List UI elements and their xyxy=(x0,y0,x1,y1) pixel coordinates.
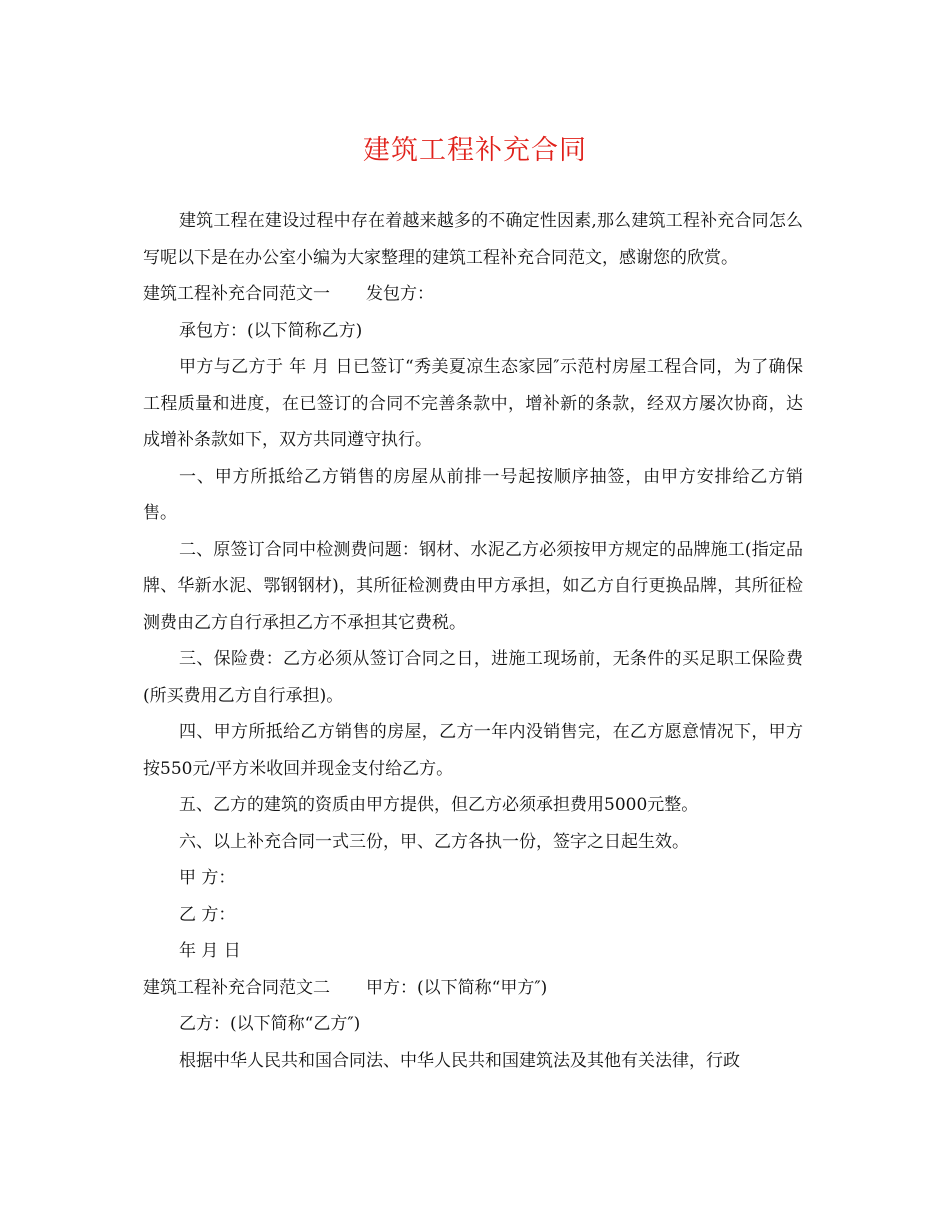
signature-date: 年 月 日 xyxy=(179,941,241,961)
sample1-heading-line xyxy=(143,276,803,313)
sample1-party-b: 承包方：(以下简称乙方) xyxy=(179,320,363,341)
document-title: 建筑工程补充合同 xyxy=(363,135,587,166)
sample1-heading: 建筑工程补充合同范文一 xyxy=(143,284,330,304)
sample2-heading: 建筑工程补充合同范文二 xyxy=(143,977,330,998)
sample2-party-b: 乙方：(以下简称“乙方″) xyxy=(179,1014,361,1034)
sample2-preamble: 根据中华人民共和国合同法、中华人民共和国建筑法及其他有关法律，行政 xyxy=(179,1050,740,1071)
signature-party-a: 甲 方： xyxy=(179,868,236,888)
document-body xyxy=(143,203,803,1079)
sample1-preamble: 甲方与乙方于 年 月 日已签订“秀美夏凉生态家园″示范村房屋工程合同，为了确保工程质量和进度，在已签订的合同不完善条款中，增补新的条款，经双方屡次协商，达成增补条款如下，双方共同遵守执行。 xyxy=(143,357,803,450)
sample2-heading-line xyxy=(143,970,803,1007)
clause-5: 五、乙方的建筑的资质由甲方提供，但乙方必须承担费用5000元整。 xyxy=(179,795,699,815)
clause-6: 六、以上补充合同一式三份，甲、乙方各执一份，签字之日起生效。 xyxy=(179,831,689,852)
sample1-party-a: 发包方： xyxy=(366,284,434,304)
sample2-party-a: 甲方：(以下简称“甲方″) xyxy=(366,977,548,998)
clause-3: 三、保险费：乙方必须从签订合同之日，进施工现场前，无条件的买足职工保险费(所买费用乙方自行承担)。 xyxy=(143,649,803,706)
intro-paragraph: 建筑工程在建设过程中存在着越来越多的不确定性因素,那么建筑工程补充合同怎么写呢以下是在办公室小编为大家整理的建筑工程补充合同范文，感谢您的欣赏。 xyxy=(143,211,803,268)
clause-2: 二、原签订合同中检测费问题：钢材、水泥乙方必须按甲方规定的品牌施工(指定品牌、华新水泥、鄂钢钢材)，其所征检测费由甲方承担，如乙方自行更换品牌，其所征检测费由乙方自行承担乙方不承担其它费税。 xyxy=(143,539,803,633)
clause-1: 一、甲方所抵给乙方销售的房屋从前排一号起按顺序抽签，由甲方安排给乙方销售。 xyxy=(143,466,803,523)
clause-4: 四、甲方所抵给乙方销售的房屋，乙方一年内没销售完，在乙方愿意情况下，甲方按550元/平方米收回并现金支付给乙方。 xyxy=(143,722,803,779)
signature-party-b: 乙 方： xyxy=(179,904,236,925)
